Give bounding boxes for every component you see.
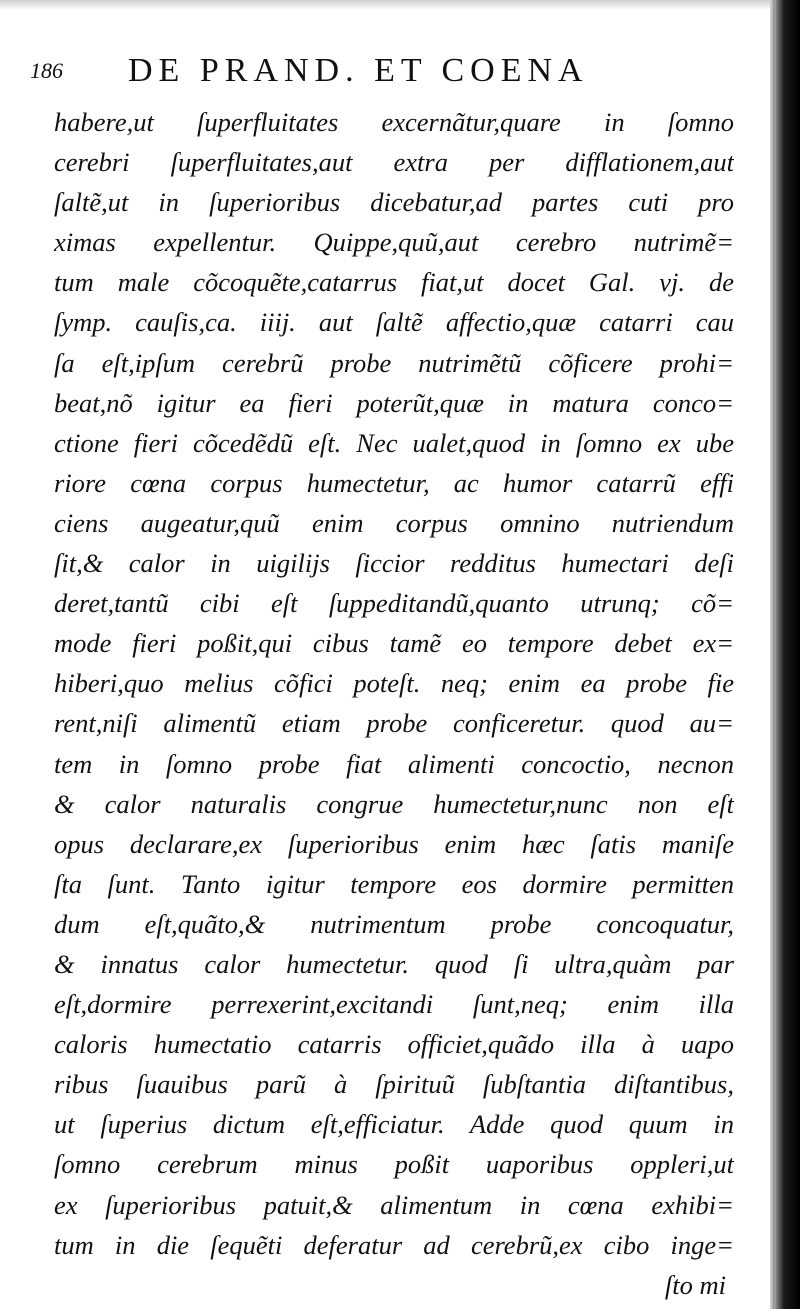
text-line: tem in ſomno probe fiat alimenti concoctio, necnon: [54, 748, 734, 779]
text-line: caloris humectatio catarris officiet,quãdo illa à uapo: [54, 1029, 734, 1060]
page-top-shadow: [0, 0, 800, 10]
text-line: & calor naturalis congrue humectetur,nunc non eſt: [54, 788, 734, 819]
body-text: [54, 102, 744, 1305]
text-line: & innatus calor humectetur. quod ſi ultra,quàm par: [54, 948, 734, 979]
text-line: ut ſuperius dictum eſt,efficiatur. Adde quod quum in: [54, 1109, 734, 1140]
text-line: dum eſt,quãto,& nutrimentum probe concoquatur,: [54, 908, 734, 939]
text-line: ſaltẽ,ut in ſuperioribus dicebatur,ad partes cuti pro: [54, 187, 734, 218]
text-line: ex ſuperioribus patuit,& alimentum in cœna exhibi=: [54, 1189, 734, 1220]
text-line: ſta ſunt. Tanto igitur tempore eos dormire permitten: [54, 868, 734, 899]
catchword: ſto mi: [664, 1269, 726, 1300]
page-number: 186: [30, 58, 63, 83]
text-line: habere,ut ſuperfluitates excernãtur,quare in ſomno: [54, 107, 734, 137]
text-line: ribus ſuauibus parũ à ſpirituũ ſubſtantia diſtantibus,: [54, 1069, 734, 1100]
text-line: eſt,dormire perrexerint,excitandi ſunt,neq; enim illa: [54, 989, 734, 1020]
text-line: ximas expellentur. Quippe,quũ,aut cerebro nutrimẽ=: [54, 227, 734, 258]
text-line: deret,tantũ cibi eſt ſuppeditandũ,quanto utrunq; cõ=: [54, 588, 734, 619]
text-line: ſit,& calor in uigilijs ſiccior redditus humectari deſi: [54, 548, 734, 579]
text-line: ciens augeatur,quũ enim corpus omnino nutriendum: [54, 507, 734, 538]
text-line: cerebri ſuperfluitates,aut extra per difflationem,aut: [54, 147, 734, 178]
page-header: [30, 52, 730, 100]
text-line: beat,nõ igitur ea fieri poterũt,quæ in matura conco=: [54, 387, 734, 418]
text-line: riore cœna corpus humectetur, ac humor catarrũ effi: [54, 467, 734, 498]
gutter-edge: [773, 0, 776, 1309]
running-head: DE PRAND. ET COENA: [128, 52, 589, 89]
text-line: opus declarare,ex ſuperioribus enim hæc ſatis maniſe: [54, 828, 734, 859]
text-line: tum male cõcoquẽte,catarrus fiat,ut docet Gal. vj. de: [54, 267, 734, 298]
text-line: ſa eſt,ipſum cerebrũ probe nutrimẽtũ cõficere prohi=: [54, 347, 734, 378]
text-line: mode fieri poßit,qui cibus tamẽ eo tempore debet ex=: [54, 628, 734, 659]
text-line: rent,niſi alimentũ etiam probe conficeretur. quod au=: [54, 708, 734, 739]
text-line: tum in die ſequẽti deferatur ad cerebrũ,ex cibo inge=: [54, 1229, 734, 1260]
text-line: hiberi,quo melius cõfici poteſt. neq; enim ea probe fie: [54, 668, 734, 699]
text-line: ſomno cerebrum minus poßit uaporibus oppleri,ut: [54, 1149, 734, 1180]
text-line: ſymp. cauſis,ca. iiij. aut ſaltẽ affectio,quæ catarri cau: [54, 307, 734, 338]
text-line: ctione fieri cõcedẽdũ eſt. Nec ualet,quod in ſomno ex ube: [54, 427, 734, 458]
